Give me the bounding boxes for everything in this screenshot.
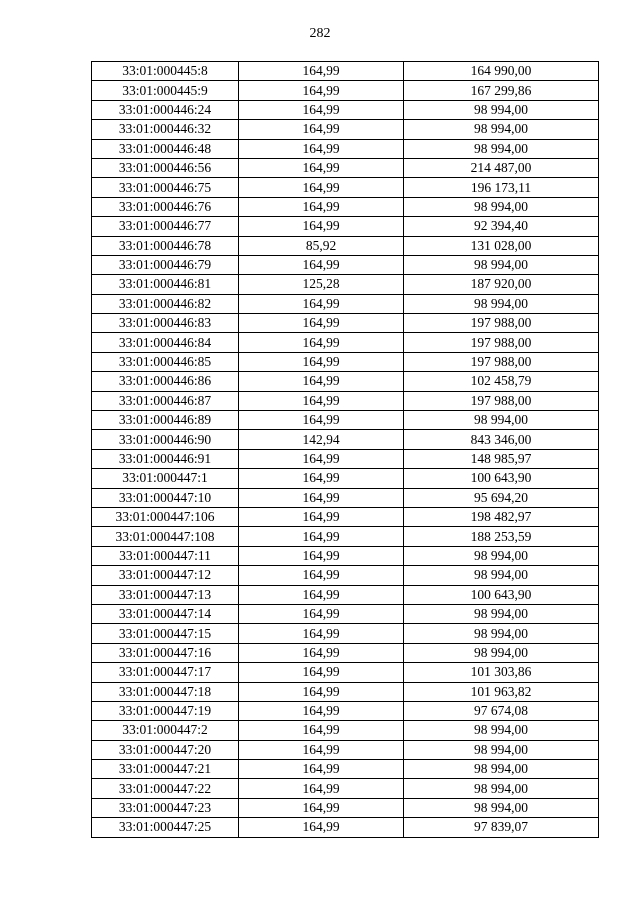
value-cell: 198 482,97 [404,507,599,526]
cadastral-number-cell: 33:01:000447:25 [92,818,239,837]
table-body [92,62,599,838]
value-cell: 98 994,00 [404,604,599,623]
table-row [92,663,599,682]
value-cell: 98 994,00 [404,546,599,565]
cadastral-number-cell: 33:01:000446:87 [92,391,239,410]
value-cell: 98 994,00 [404,255,599,274]
cadastral-number-cell: 33:01:000447:106 [92,507,239,526]
cadastral-number-cell: 33:01:000446:81 [92,275,239,294]
table-row [92,507,599,526]
value-cell: 98 994,00 [404,740,599,759]
cadastral-number-cell: 33:01:000445:9 [92,81,239,100]
table-row [92,798,599,817]
table-row [92,333,599,352]
area-cell: 164,99 [239,100,404,119]
cadastral-number-cell: 33:01:000447:16 [92,643,239,662]
table-row [92,585,599,604]
table-row [92,139,599,158]
table-row [92,411,599,430]
area-cell: 164,99 [239,682,404,701]
table-row [92,391,599,410]
value-cell: 197 988,00 [404,352,599,371]
area-cell: 164,99 [239,352,404,371]
area-cell: 164,99 [239,469,404,488]
table-row [92,294,599,313]
area-cell: 164,99 [239,721,404,740]
cadastral-number-cell: 33:01:000447:14 [92,604,239,623]
value-cell: 101 963,82 [404,682,599,701]
area-cell: 85,92 [239,236,404,255]
table-row [92,178,599,197]
area-cell: 142,94 [239,430,404,449]
area-cell: 164,99 [239,624,404,643]
area-cell: 164,99 [239,449,404,468]
value-cell: 214 487,00 [404,158,599,177]
value-cell: 188 253,59 [404,527,599,546]
cadastral-number-cell: 33:01:000446:76 [92,197,239,216]
value-cell: 197 988,00 [404,391,599,410]
value-cell: 98 994,00 [404,798,599,817]
table-row [92,275,599,294]
cadastral-number-cell: 33:01:000446:90 [92,430,239,449]
cadastral-number-cell: 33:01:000447:21 [92,760,239,779]
cadastral-number-cell: 33:01:000446:24 [92,100,239,119]
area-cell: 164,99 [239,701,404,720]
cadastral-number-cell: 33:01:000446:91 [92,449,239,468]
table-row [92,546,599,565]
table-row [92,488,599,507]
value-cell: 843 346,00 [404,430,599,449]
value-cell: 97 839,07 [404,818,599,837]
table-row [92,760,599,779]
area-cell: 164,99 [239,314,404,333]
value-cell: 98 994,00 [404,411,599,430]
cadastral-number-cell: 33:01:000447:11 [92,546,239,565]
cadastral-number-cell: 33:01:000447:17 [92,663,239,682]
area-cell: 164,99 [239,139,404,158]
area-cell: 164,99 [239,585,404,604]
cadastral-number-cell: 33:01:000446:82 [92,294,239,313]
area-cell: 164,99 [239,740,404,759]
area-cell: 164,99 [239,643,404,662]
cadastral-number-cell: 33:01:000446:83 [92,314,239,333]
cadastral-number-cell: 33:01:000445:8 [92,62,239,81]
area-cell: 164,99 [239,333,404,352]
cadastral-number-cell: 33:01:000446:85 [92,352,239,371]
area-cell: 164,99 [239,527,404,546]
area-cell: 164,99 [239,779,404,798]
area-cell: 164,99 [239,488,404,507]
value-cell: 164 990,00 [404,62,599,81]
table-row [92,624,599,643]
area-cell: 164,99 [239,294,404,313]
area-cell: 164,99 [239,798,404,817]
table-row [92,566,599,585]
cadastral-number-cell: 33:01:000447:1 [92,469,239,488]
area-cell: 164,99 [239,62,404,81]
cadastral-number-cell: 33:01:000446:89 [92,411,239,430]
value-cell: 102 458,79 [404,372,599,391]
table-row [92,314,599,333]
value-cell: 98 994,00 [404,120,599,139]
table-row [92,197,599,216]
table-row [92,469,599,488]
table-row [92,236,599,255]
value-cell: 100 643,90 [404,469,599,488]
value-cell: 97 674,08 [404,701,599,720]
value-cell: 98 994,00 [404,294,599,313]
table-row [92,643,599,662]
area-cell: 125,28 [239,275,404,294]
table-row [92,255,599,274]
table-row [92,352,599,371]
area-cell: 164,99 [239,818,404,837]
value-cell: 187 920,00 [404,275,599,294]
value-cell: 197 988,00 [404,314,599,333]
value-cell: 98 994,00 [404,100,599,119]
area-cell: 164,99 [239,178,404,197]
cadastral-number-cell: 33:01:000447:20 [92,740,239,759]
area-cell: 164,99 [239,372,404,391]
cadastral-number-cell: 33:01:000446:56 [92,158,239,177]
value-cell: 101 303,86 [404,663,599,682]
data-table [91,61,599,838]
cadastral-number-cell: 33:01:000446:32 [92,120,239,139]
table-row [92,372,599,391]
cadastral-number-cell: 33:01:000447:22 [92,779,239,798]
table-row [92,217,599,236]
area-cell: 164,99 [239,411,404,430]
cadastral-number-cell: 33:01:000447:19 [92,701,239,720]
cadastral-number-cell: 33:01:000447:108 [92,527,239,546]
value-cell: 100 643,90 [404,585,599,604]
area-cell: 164,99 [239,663,404,682]
area-cell: 164,99 [239,217,404,236]
table-row [92,818,599,837]
cadastral-number-cell: 33:01:000446:78 [92,236,239,255]
table-row [92,779,599,798]
cadastral-number-cell: 33:01:000446:86 [92,372,239,391]
value-cell: 95 694,20 [404,488,599,507]
table-row [92,527,599,546]
page-number: 282 [309,26,331,41]
value-cell: 131 028,00 [404,236,599,255]
cadastral-number-cell: 33:01:000446:75 [92,178,239,197]
area-cell: 164,99 [239,566,404,585]
cadastral-number-cell: 33:01:000446:84 [92,333,239,352]
table-row [92,100,599,119]
table-row [92,62,599,81]
area-cell: 164,99 [239,197,404,216]
table-row [92,81,599,100]
value-cell: 196 173,11 [404,178,599,197]
cadastral-number-cell: 33:01:000447:23 [92,798,239,817]
value-cell: 92 394,40 [404,217,599,236]
cadastral-number-cell: 33:01:000447:13 [92,585,239,604]
cadastral-number-cell: 33:01:000447:18 [92,682,239,701]
value-cell: 98 994,00 [404,139,599,158]
table-row [92,682,599,701]
value-cell: 98 994,00 [404,779,599,798]
area-cell: 164,99 [239,158,404,177]
table-row [92,449,599,468]
area-cell: 164,99 [239,81,404,100]
table-row [92,740,599,759]
cadastral-number-cell: 33:01:000447:10 [92,488,239,507]
cadastral-number-cell: 33:01:000447:15 [92,624,239,643]
area-cell: 164,99 [239,604,404,623]
cadastral-number-cell: 33:01:000447:12 [92,566,239,585]
area-cell: 164,99 [239,391,404,410]
table-row [92,158,599,177]
value-cell: 167 299,86 [404,81,599,100]
table-row [92,604,599,623]
table-row [92,721,599,740]
cadastral-number-cell: 33:01:000446:79 [92,255,239,274]
area-cell: 164,99 [239,120,404,139]
value-cell: 98 994,00 [404,197,599,216]
table-row [92,430,599,449]
area-cell: 164,99 [239,760,404,779]
value-cell: 98 994,00 [404,721,599,740]
cadastral-number-cell: 33:01:000446:48 [92,139,239,158]
value-cell: 98 994,00 [404,760,599,779]
table-row [92,701,599,720]
value-cell: 98 994,00 [404,566,599,585]
cadastral-number-cell: 33:01:000446:77 [92,217,239,236]
table-row [92,120,599,139]
value-cell: 98 994,00 [404,643,599,662]
area-cell: 164,99 [239,546,404,565]
area-cell: 164,99 [239,507,404,526]
area-cell: 164,99 [239,255,404,274]
value-cell: 98 994,00 [404,624,599,643]
value-cell: 148 985,97 [404,449,599,468]
cadastral-number-cell: 33:01:000447:2 [92,721,239,740]
value-cell: 197 988,00 [404,333,599,352]
